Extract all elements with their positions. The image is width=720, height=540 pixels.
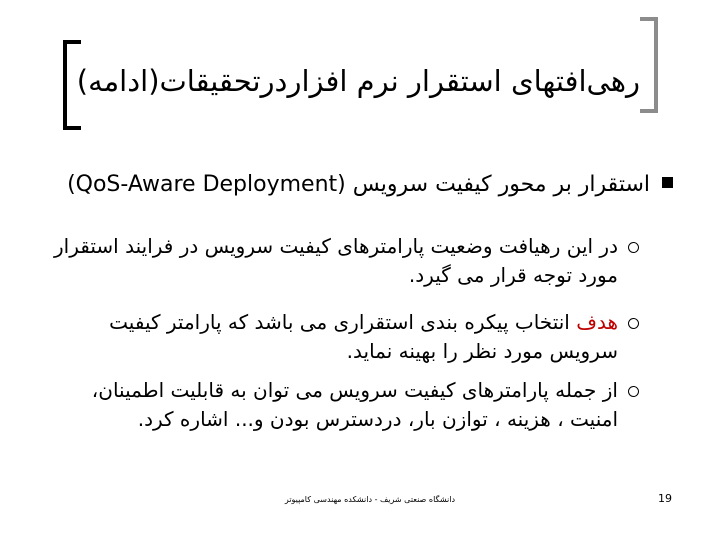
sub-bullet-2	[40, 308, 618, 366]
sub-bullet-circle-2	[628, 318, 639, 329]
page-number: 19	[658, 492, 672, 505]
slide-title: رهی‌افتهای استقرار نرم افزاردرتحقیقات(ادامه)	[76, 64, 640, 98]
main-bullet-fa: استقرار بر محور کیفیت سرویس	[352, 172, 650, 197]
main-bullet-text	[60, 168, 650, 202]
sub-bullet-circle-3	[628, 386, 639, 397]
sub-bullet-1: در این رهیافت وضعیت پارامترهای کیفیت سرویس در فرایند استقرار مورد توجه قرار می گیرد.	[54, 234, 618, 287]
sub-bullet-3: از جمله پارامترهای کیفیت سرویس می توان به قابلیت اطمینان، امنیت ، هزینه ، توازن بار، دردسترس بودن و... اشاره کرد.	[91, 378, 618, 431]
title-right-bracket	[640, 17, 658, 113]
goal-highlight: هدف	[576, 310, 618, 334]
sub-bullet-circle-1	[628, 242, 639, 253]
sub-bullet-2-text: انتخاب پیکره بندی استقراری می باشد که پارامتر کیفیت سرویس مورد نظر را بهینه نماید.	[109, 310, 618, 363]
main-bullet-square	[662, 177, 673, 188]
main-bullet-en: (QoS-Aware Deployment)	[67, 172, 346, 197]
slide-footer: دانشگاه صنعتی شریف - دانشکده مهندسی کامپیوتر	[284, 495, 456, 504]
